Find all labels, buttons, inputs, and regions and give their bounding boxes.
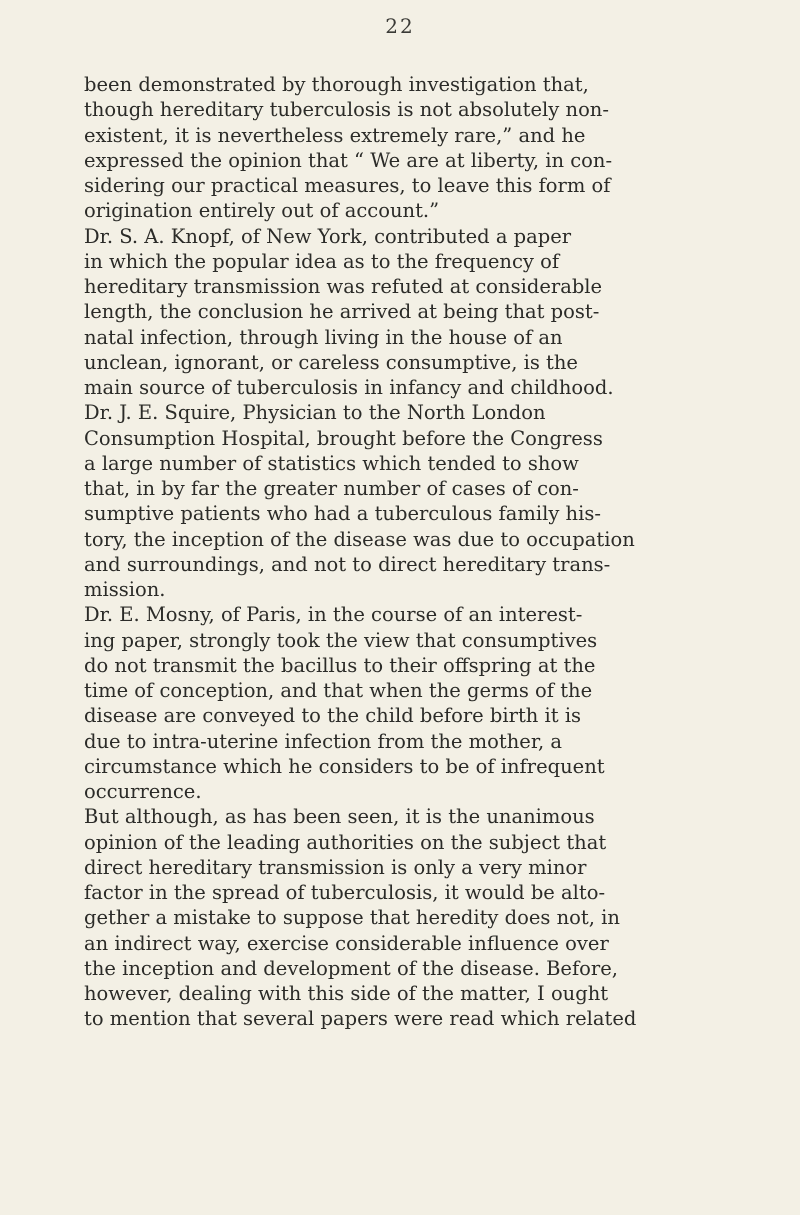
text-line: a large number of statistics which tended to show xyxy=(84,451,579,475)
text-line: expressed the opinion that “ We are at liberty, in con- xyxy=(84,148,613,172)
body-text xyxy=(84,72,760,1032)
text-line: gether a mistake to suppose that heredity does not, in xyxy=(84,906,620,930)
text-line: to mention that several papers were read which related xyxy=(84,1007,637,1031)
text-line: factor in the spread of tuberculosis, it would be alto- xyxy=(84,881,606,904)
text-line: disease are conveyed to the child before birth it is xyxy=(84,704,582,728)
text-line: that, in by far the greater number of cases of con- xyxy=(84,477,579,500)
text-line: origination entirely out of account.” xyxy=(84,199,440,223)
text-line: tory, the inception of the disease was due to occupation xyxy=(84,527,635,551)
text-line: Consumption Hospital, brought before the Congress xyxy=(84,426,603,450)
page-number: 22 xyxy=(385,14,415,38)
text-line: direct hereditary transmission is only a very minor xyxy=(84,855,587,879)
text-line: the inception and development of the disease. Before, xyxy=(84,956,618,980)
paragraph-start-line: But although, as has been seen, it is the unanimous xyxy=(84,805,595,829)
text-line: opinion of the leading authorities on the subject that xyxy=(84,830,607,854)
text-line: ing paper, strongly took the view that consumptives xyxy=(84,628,598,652)
text-line: mission. xyxy=(84,578,166,601)
paragraph-start-line: Dr. E. Mosny, of Paris, in the course of an interest- xyxy=(84,603,583,627)
text-line: due to intra-uterine infection from the mother, a xyxy=(84,729,563,753)
text-line: occurrence. xyxy=(84,780,202,803)
text-line: unclean, ignorant, or careless consumptive, is the xyxy=(84,350,578,374)
text-line: been demonstrated by thorough investigation that, xyxy=(84,73,589,96)
text-line: hereditary transmission was refuted at considerable xyxy=(84,275,603,298)
text-line: existent, it is nevertheless extremely rare,” and he xyxy=(84,123,586,147)
text-line: length, the conclusion he arrived at being that post- xyxy=(84,300,600,324)
text-line: in which the popular idea as to the frequency of xyxy=(84,249,560,273)
text-line: sidering our practical measures, to leave this form of xyxy=(84,174,611,197)
text-line: circumstance which he considers to be of infrequent xyxy=(84,754,605,778)
text-line: an indirect way, exercise considerable influence over xyxy=(84,931,609,955)
paragraph-start-line: Dr. S. A. Knopf, of New York, contributed a paper xyxy=(84,224,572,248)
text-line: do not transmit the bacillus to their offspring at the xyxy=(84,653,596,677)
paragraph-start-line: Dr. J. E. Squire, Physician to the North London xyxy=(84,401,546,425)
text-line: though hereditary tuberculosis is not absolutely non- xyxy=(84,98,609,122)
text-line: natal infection, through living in the house of an xyxy=(84,325,563,349)
text-line: main source of tuberculosis in infancy and childhood. xyxy=(84,376,614,399)
text-line: however, dealing with this side of the matter, I ought xyxy=(84,982,609,1005)
text-line: and surroundings, and not to direct hereditary trans- xyxy=(84,552,611,576)
text-line: sumptive patients who had a tuberculous family his- xyxy=(84,502,601,526)
text-line: time of conception, and that when the germs of the xyxy=(84,679,593,702)
